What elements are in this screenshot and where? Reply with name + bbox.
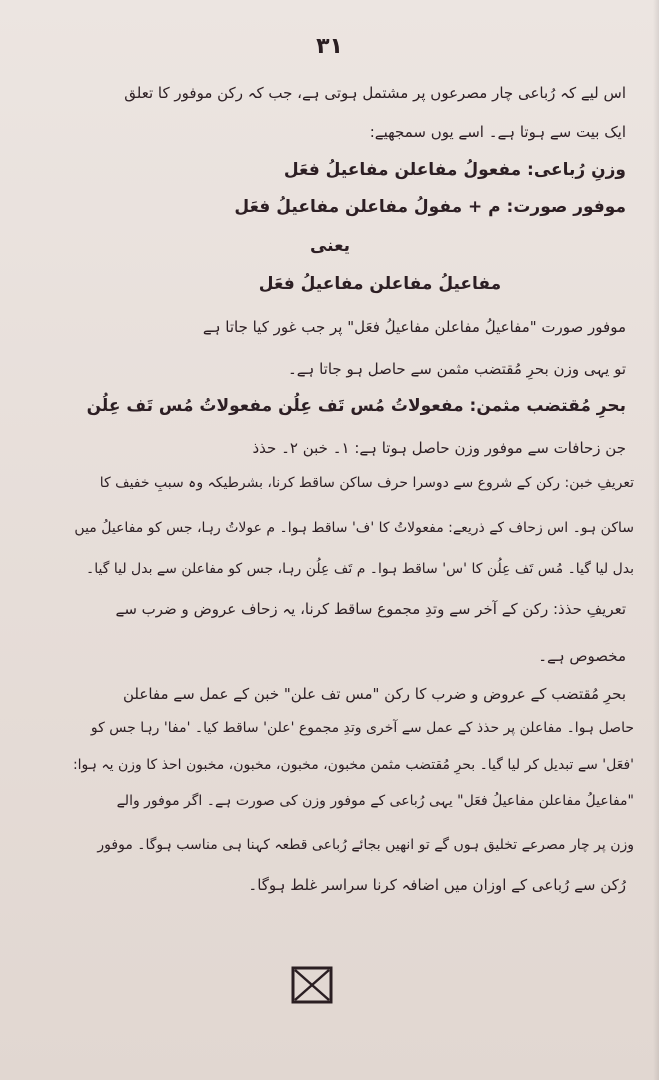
text-line-17: حاصل ہوا۔ مفاعلن پر حذذ کے عمل سے آخری وتدِ مجموع 'علن' ساقط کیا۔ 'مفا' رہا جس کو [90,720,634,736]
text-line-14: تعریفِ حذذ: رکن کے آخر سے وتدِ مجموع ساقط کرنا، یہ زحاف عروض و ضرب سے [115,600,626,618]
text-line-10: جن زحافات سے موفور وزن حاصل ہوتا ہے: ۱۔ خبن ۲۔ حذذ [252,439,626,457]
text-line-4: موفور صورت: م + مفولُ مفاعلن مفاعیلُ فعَل [234,197,626,217]
page-number: ۳۱ [316,34,343,59]
text-line-13: بدل لیا گیا۔ مُس تَف عِلُن کا 'س' ساقط ہوا۔ م تَف عِلُن رہا، جس کو مفاعلن سے بدل لیا گیا۔ [86,561,634,577]
text-line-2: ایک بیت سے ہوتا ہے۔ اسے یوں سمجھیے: [369,123,626,141]
text-line-1: اس لیے کہ رُباعی چار مصرعوں پر مشتمل ہوتی ہے، جب کہ رکن موفور کا تعلق [124,84,626,102]
text-line-5: یعنی [309,236,351,256]
text-line-19: "مفاعیلُ مفاعلن مفاعیلُ فعَل" یہی رُباعی کے موفور وزن کی صورت ہے۔ اگر موفور والے [116,793,634,809]
page-fold-shadow [653,0,659,1080]
text-line-12: ساکن ہو۔ اس زحاف کے ذریعے: مفعولاتُ کا 'ف' ساقط ہوا۔ م عولاتُ رہا، جس کو مفاعیلُ میں [74,520,634,536]
text-line-20: وزن پر چار مصرعے تخلیق ہوں گے تو انھیں بجائے رُباعی قطعہ کہنا ہی مناسب ہوگا۔ موفور [97,837,634,853]
text-line-7: موفور صورت "مفاعیلُ مفاعلن مفاعیلُ فعَل" پر جب غور کیا جاتا ہے [202,318,626,336]
text-line-6: مفاعیلُ مفاعلن مفاعیلُ فعَل [258,274,502,294]
text-line-21: رُکن سے رُباعی کے اوزان میں اضافہ کرنا سراسر غلط ہوگا۔ [248,876,626,894]
text-line-3: وزنِ رُباعی: مفعولُ مفاعلن مفاعیلُ فعَل [283,160,626,180]
text-line-16: بحرِ مُقتضب کے عروض و ضرب کا رکن "مس تف علن" خبن کے عمل سے مفاعلن [123,685,626,703]
boxed-x-icon [290,965,334,1005]
text-line-18: 'فعَل' سے تبدیل کر لیا گیا۔ بحرِ مُقتضب مثمن مخبون، مخبون، مخبون، مخبون احذ کا وزن یہ ہوا: [72,757,634,773]
text-line-11: تعریفِ خبن: رکن کے شروع سے دوسرا حرف ساکن ساقط کرنا، بشرطیکہ وہ سببِ خفیف کا [99,475,634,491]
text-line-15: مخصوص ہے۔ [538,647,626,665]
text-line-8: تو یہی وزن بحرِ مُقتضب مثمن سے حاصل ہو جاتا ہے۔ [287,360,626,378]
text-line-9: بحرِ مُقتضب مثمن: مفعولاتُ مُس تَف عِلُن مفعولاتُ مُس تَف عِلُن [86,396,626,416]
